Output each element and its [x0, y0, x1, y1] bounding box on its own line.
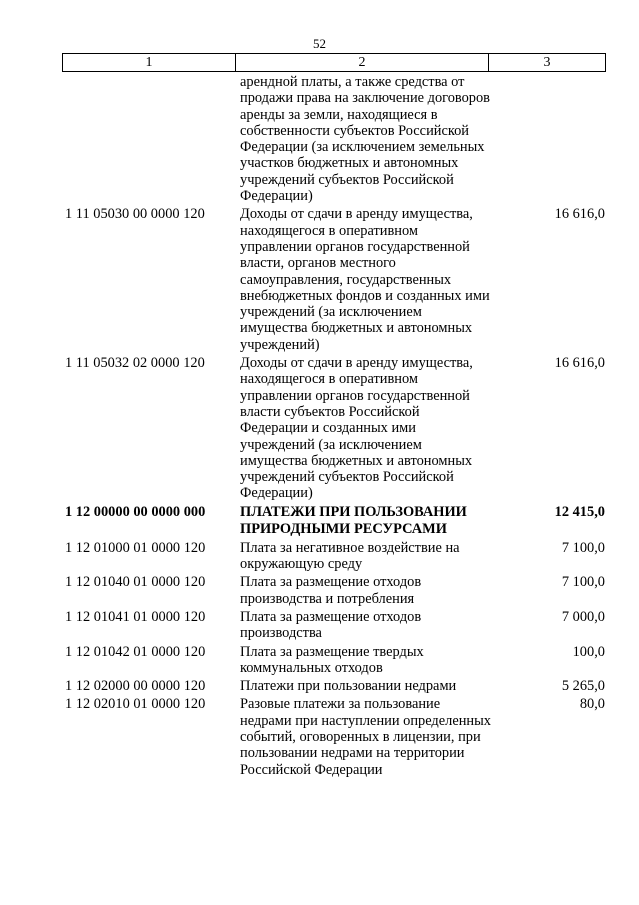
- revenue-name-cell: арендной платы, а также средства от продажи права на заключение договоров аренды за земли, находящиеся в собственности субъектов Российской Федерации (за исключением земельных участков бюджетных и автономных учреждений субъектов Российской Федерации): [240, 74, 490, 205]
- budget-code-cell: 1 11 05030 00 0000 120: [65, 206, 205, 223]
- revenue-name-cell: Доходы от сдачи в аренду имущества, находящегося в оперативном управлении органов государственной власти, органов местного самоуправления, государственных внебюджетных фондов и созданных ими учреждений (за исключением имущества бюджетных и автономных учреждений): [240, 206, 490, 353]
- amount-cell: [491, 74, 608, 204]
- table-row: [62, 676, 608, 694]
- budget-code-cell: 1 11 05032 02 0000 120: [65, 355, 205, 372]
- column-header-2: 2: [236, 54, 489, 72]
- column-header-table: [62, 53, 606, 72]
- table-row: [62, 572, 608, 607]
- budget-code-cell: 1 12 02010 01 0000 120: [65, 696, 206, 713]
- amount-cell: 100,0: [572, 643, 605, 660]
- revenue-name-cell: Плата за размещение отходов производства и потребления: [240, 574, 422, 607]
- revenue-name-cell: ПЛАТЕЖИ ПРИ ПОЛЬЗОВАНИИ ПРИРОДНЫМИ РЕСУРСАМИ: [240, 503, 467, 537]
- table-row: [62, 353, 608, 502]
- revenue-name-cell: Плата за негативное воздействие на окружающую среду: [240, 539, 460, 573]
- table-row: [62, 607, 608, 642]
- amount-cell: 7 100,0: [561, 574, 605, 591]
- revenue-table-body: [62, 74, 608, 778]
- column-header-1: 1: [63, 54, 236, 72]
- column-header-3: 3: [489, 54, 606, 72]
- amount-cell: 16 616,0: [554, 206, 605, 223]
- budget-code-cell: 1 12 01000 01 0000 120: [65, 539, 206, 556]
- amount-cell: 16 616,0: [554, 355, 605, 372]
- revenue-name-cell: Доходы от сдачи в аренду имущества, находящегося в оперативном управлении органов государственной власти субъектов Российской Федерации и созданных ими учреждений (за исключением имущества бюджетных и автономных учреждений субъектов Российской Федерации): [240, 355, 473, 502]
- table-row: [62, 204, 608, 353]
- amount-cell: 12 415,0: [554, 503, 605, 520]
- table-row: [62, 74, 608, 204]
- revenue-name-cell: Плата за размещение отходов производства: [240, 608, 422, 642]
- amount-cell: 7 000,0: [561, 608, 605, 625]
- revenue-table: [62, 74, 608, 778]
- amount-cell: 80,0: [579, 696, 605, 713]
- budget-code-cell: 1 12 00000 00 0000 000: [65, 503, 206, 520]
- amount-cell: 7 100,0: [561, 539, 605, 556]
- budget-code-cell: 1 12 01040 01 0000 120: [65, 574, 206, 591]
- budget-code-cell: 1 12 02000 00 0000 120: [65, 678, 206, 695]
- table-row: [62, 642, 608, 677]
- revenue-name-cell: Платежи при пользовании недрами: [240, 678, 457, 695]
- amount-cell: 5 265,0: [561, 678, 605, 695]
- page-number: 52: [313, 36, 326, 51]
- table-row: [62, 538, 608, 573]
- table-row: [62, 694, 608, 777]
- revenue-name-cell: Плата за размещение твердых коммунальных отходов: [240, 643, 424, 676]
- budget-code-cell: 1 12 01041 01 0000 120: [65, 608, 206, 625]
- revenue-name-cell: Разовые платежи за пользование недрами при наступлении определенных событий, оговоренных в лицензии, при пользовании недрами на территории Российской Федерации: [240, 696, 491, 778]
- budget-code-cell: [62, 74, 238, 204]
- budget-code-cell: 1 12 01042 01 0000 120: [65, 643, 206, 660]
- table-row: [62, 502, 608, 538]
- column-header-row: [63, 54, 606, 72]
